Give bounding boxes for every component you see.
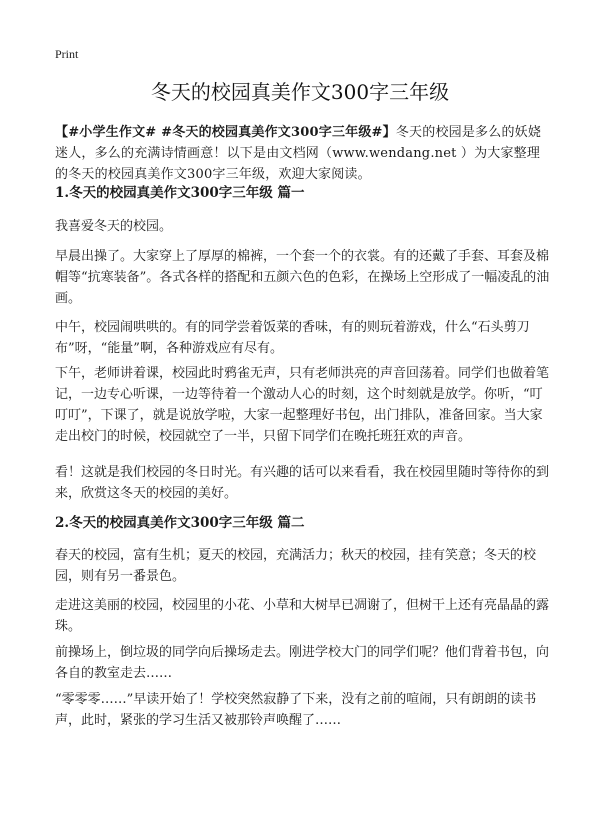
- paragraph: 早晨出操了。大家穿上了厚厚的棉裤，一个套一个的衣裳。有的还戴了手套、耳套及棉帽等“抗寒装备”。各式各样的搭配和五颜六色的色彩，在操场上空形成了一幅凌乱的油画。: [55, 249, 550, 306]
- section-heading-2: 2.冬天的校园真美作文300字三年级 篇二: [55, 515, 305, 531]
- print-link[interactable]: Print: [55, 47, 79, 61]
- paragraph: “零零零……”早读开始了！学校突然寂静了下来，没有之前的喧闹，只有朗朗的读书声，此时，紧张的学习生活又被那铃声唤醒了……: [55, 692, 537, 728]
- paragraph: 下午，老师讲着课，校园此时鸦雀无声，只有老师洪亮的声音回荡着。同学们也做着笔记，一边专心听课，一边等待着一个激动人心的时刻，这个时刻就是放学。你听，“叮叮叮”，下课了，就是说放学啦，大家一起整理好书包，出门排队，准备回家。当大家走出校门的时候，校园就空了一半，只留下同学们在晚托班狂欢的声音。: [55, 366, 550, 444]
- section-heading-1: 1.冬天的校园真美作文300字三年级 篇一: [55, 185, 305, 201]
- paragraph: 看！这就是我们校园的冬日时光。有兴趣的话可以来看看，我在校园里随时等待你的到来，欣赏这冬天的校园的美好。: [55, 465, 550, 501]
- paragraph: 中午，校园闹哄哄的。有的同学尝着饭菜的香味，有的则玩着游戏，什么“石头剪刀布”呀，“能量”啊，各种游戏应有尽有。: [55, 320, 530, 356]
- paragraph: 春天的校园，富有生机；夏天的校园，充满活力；秋天的校园，挂有笑意；冬天的校园，则有另一番景色。: [55, 548, 537, 584]
- intro-paragraph: [55, 122, 550, 185]
- paragraph: 我喜爱冬天的校园。: [55, 219, 173, 234]
- page-title: 冬天的校园真美作文300字三年级: [150, 80, 450, 104]
- intro-tag: 【#小学生作文# #冬天的校园真美作文300字三年级#】: [55, 125, 396, 140]
- paragraph: 前操场上，倒垃圾的同学向后操场走去。刚进学校大门的同学们呢？他们背着书包，向各自的教室走去……: [55, 645, 550, 681]
- intro-text: 冬天的校园是多么的妖娆迷人，多么的充满诗情画意！以下是由文档网（www.wendang.net ）为大家整理的冬天的校园真美作文300字三年级，欢迎大家阅读。: [55, 125, 542, 182]
- paragraph: 走进这美丽的校园，校园里的小花、小草和大树早已凋谢了，但树干上还有亮晶晶的露珠。: [55, 598, 550, 634]
